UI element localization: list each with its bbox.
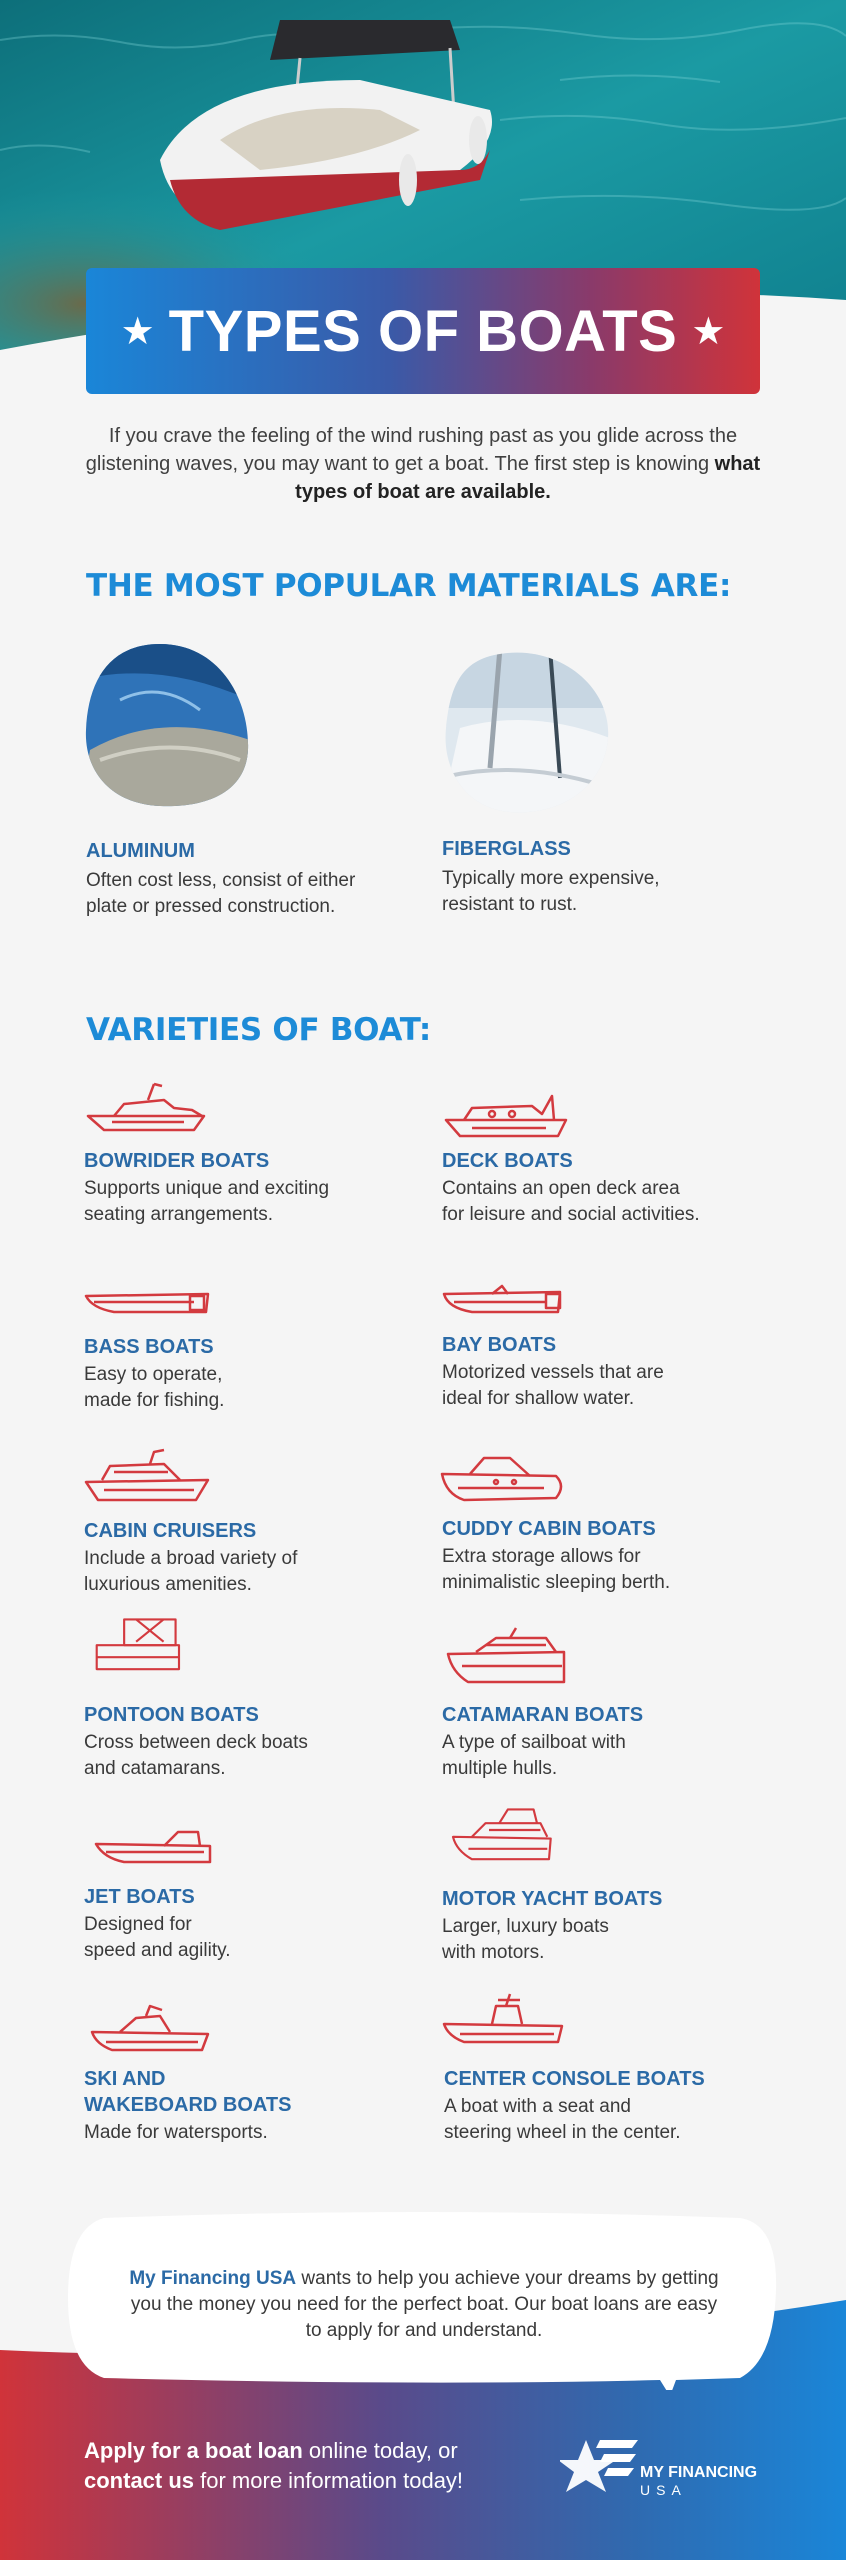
- boat-type-desc: [442, 1360, 664, 1412]
- desc-line: minimalistic sleeping berth.: [442, 1572, 671, 1593]
- boat-type-desc: [442, 1176, 700, 1228]
- call-to-action: [84, 2436, 544, 2496]
- desc-line: with motors.: [442, 1942, 545, 1963]
- desc-line: Motorized vessels that are: [442, 1362, 664, 1383]
- intro-text: If you crave the feeling of the wind rushing past as you glide across the glistening waves, you may want to get a boat. The first step is knowing: [85, 425, 738, 475]
- materials-heading: THE MOST POPULAR MATERIALS ARE:: [86, 568, 732, 604]
- desc-line: Larger, luxury boats: [442, 1916, 609, 1937]
- boat-type-desc: [84, 1730, 308, 1782]
- desc-line: Contains an open deck area: [442, 1178, 680, 1199]
- name-line: WAKEBOARD BOATS: [84, 2094, 292, 2116]
- desc-line: seating arrangements.: [84, 1204, 274, 1225]
- jet-boat-icon: [94, 1826, 224, 1886]
- boat-type-name: PONTOON BOATS: [84, 1704, 259, 1726]
- brand-name: My Financing USA: [129, 2268, 297, 2289]
- desc-line: Easy to operate,: [84, 1364, 223, 1385]
- desc-line: Made for watersports.: [84, 2122, 268, 2143]
- star-logo-icon: [560, 2440, 638, 2492]
- desc-line: and catamarans.: [84, 1758, 226, 1779]
- desc-line: A boat with a seat and: [444, 2096, 631, 2117]
- center-console-icon: [442, 1992, 572, 2052]
- title-banner: [86, 268, 760, 394]
- bowrider-boat-icon: [84, 1078, 214, 1138]
- varieties-heading: VARIETIES OF BOAT:: [86, 1012, 431, 1048]
- boat-type-name: CABIN CRUISERS: [84, 1520, 257, 1542]
- material-name: ALUMINUM: [86, 840, 195, 862]
- boat-type-desc: [442, 1730, 626, 1782]
- boat-type-desc: [84, 2120, 268, 2146]
- pontoon-boat-icon: [84, 1616, 214, 1676]
- fiberglass-photo: [440, 648, 610, 818]
- desc-line: Supports unique and exciting: [84, 1178, 330, 1199]
- cabin-cruiser-icon: [84, 1446, 214, 1506]
- bubble-body: wants to help you achieve your dreams by getting you the money you need for the perfect boat. Our boat loans are easy to apply for and understand.: [130, 2268, 719, 2341]
- boat-type-name: BASS BOATS: [84, 1336, 214, 1358]
- boat-type-name: CATAMARAN BOATS: [442, 1704, 644, 1726]
- desc-line: A type of sailboat with: [442, 1732, 626, 1753]
- boat-type-desc: [84, 1546, 297, 1598]
- material-name: FIBERGLASS: [442, 838, 571, 860]
- ski-wakeboard-icon: [90, 2002, 220, 2062]
- desc-line: ideal for shallow water.: [442, 1388, 635, 1409]
- boat-type-desc: [84, 1176, 329, 1228]
- desc-line: Include a broad variety of: [84, 1548, 298, 1569]
- intro-bold: what types of boat are available.: [295, 453, 761, 503]
- page-title: TYPES OF BOATS: [168, 298, 678, 364]
- desc-line: multiple hulls.: [442, 1758, 558, 1779]
- boat-type-desc: [444, 2094, 681, 2146]
- boat-type-name: CUDDY CABIN BOATS: [442, 1518, 656, 1540]
- bubble-text: [124, 2266, 724, 2344]
- deck-boat-icon: [442, 1086, 572, 1146]
- boat-type-desc: [84, 1362, 224, 1414]
- material-desc-line: plate or pressed construction.: [86, 896, 336, 917]
- name-line: SKI AND: [84, 2068, 166, 2090]
- boat-type-name: CENTER CONSOLE BOATS: [444, 2068, 705, 2090]
- bay-boat-icon: [442, 1280, 572, 1340]
- desc-line: made for fishing.: [84, 1390, 225, 1411]
- boat-type-name: BAY BOATS: [442, 1334, 557, 1356]
- cta-text: online today, or: [302, 2438, 458, 2463]
- boat-type-name: DECK BOATS: [442, 1150, 573, 1172]
- aluminum-photo: [80, 640, 250, 810]
- boat-type-name: [84, 2066, 291, 2118]
- desc-line: for leisure and social activities.: [442, 1204, 700, 1225]
- desc-line: Extra storage allows for: [442, 1546, 641, 1567]
- boat-type-desc: [442, 1544, 670, 1596]
- logo-subtext: USA: [640, 2482, 687, 2498]
- boat-type-name: MOTOR YACHT BOATS: [442, 1888, 663, 1910]
- material-desc-line: Often cost less, consist of either: [86, 870, 356, 891]
- motor-yacht-icon: [442, 1806, 572, 1866]
- material-desc-line: Typically more expensive,: [442, 868, 660, 889]
- boat-type-name: JET BOATS: [84, 1886, 195, 1908]
- catamaran-boat-icon: [446, 1626, 576, 1686]
- logo-text: MY FINANCING: [640, 2464, 758, 2481]
- star-icon: ★: [691, 309, 726, 353]
- material-desc: [86, 868, 355, 920]
- material-desc: [442, 866, 660, 918]
- desc-line: Designed for: [84, 1914, 192, 1935]
- contact-link[interactable]: contact us: [84, 2468, 195, 2493]
- desc-line: steering wheel in the center.: [444, 2122, 681, 2143]
- boat-type-desc: [442, 1914, 609, 1966]
- cuddy-cabin-icon: [440, 1450, 570, 1510]
- apply-link[interactable]: Apply for a boat loan: [84, 2438, 303, 2463]
- cta-text: for more information today!: [194, 2468, 464, 2493]
- boat-type-desc: [84, 1912, 230, 1964]
- desc-line: speed and agility.: [84, 1940, 231, 1961]
- boat-type-name: BOWRIDER BOATS: [84, 1150, 270, 1172]
- intro-paragraph: [70, 422, 776, 506]
- bass-boat-icon: [84, 1282, 214, 1342]
- star-icon: ★: [120, 309, 155, 353]
- material-desc-line: resistant to rust.: [442, 894, 578, 915]
- desc-line: luxurious amenities.: [84, 1574, 252, 1595]
- desc-line: Cross between deck boats: [84, 1732, 308, 1753]
